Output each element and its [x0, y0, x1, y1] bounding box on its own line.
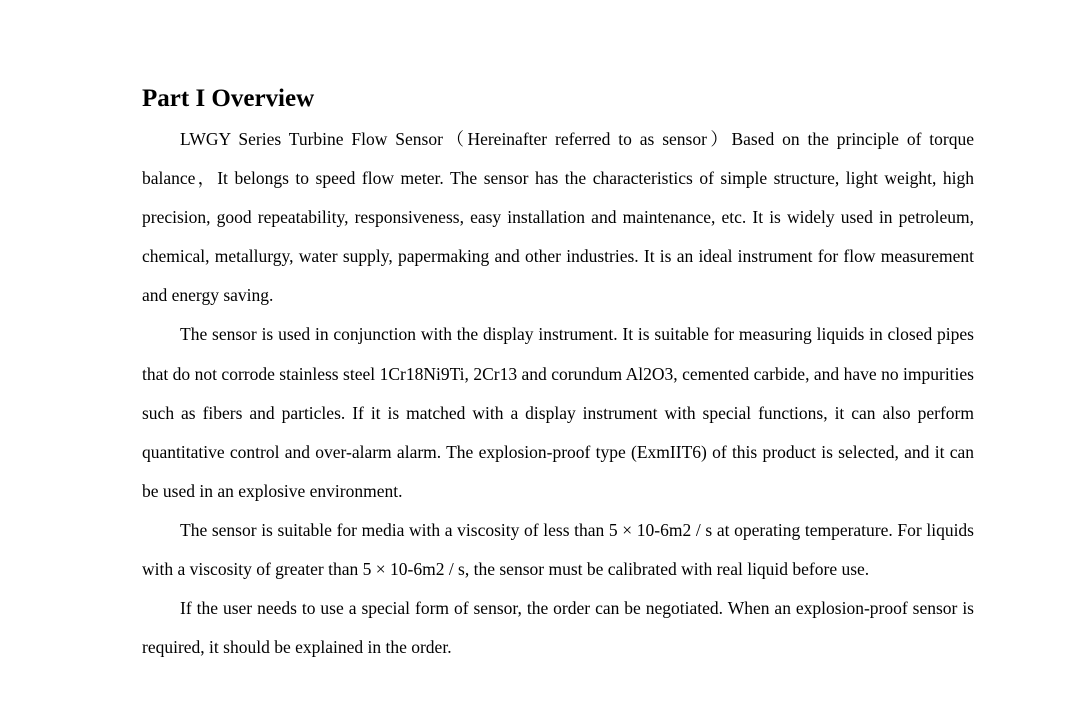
paragraph-viscosity: The sensor is suitable for media with a viscosity of less than 5 × 10-6m2 / s at operating temperature. For liquids with a viscosity of greater than 5 × 10-6m2 / s, the sensor must be calibrated with real liquid before use. — [142, 519, 974, 580]
paragraph-overview: LWGY Series Turbine Flow Sensor（Hereinafter referred to as sensor）Based on the principle of torque balance，It belongs to speed flow meter. The sensor has the characteristics of simple structure, light weight, high precision, good repeatability, responsiveness, easy installation and maintenance, etc. It is widely used in petroleum, chemical, metallurgy, water supply, papermaking and other industries. It is an ideal instrument for flow measurement and energy saving. — [142, 129, 974, 306]
document-body — [142, 120, 974, 667]
paragraph-usage: The sensor is used in conjunction with the display instrument. It is suitable for measuring liquids in closed pipes that do not corrode stainless steel 1Cr18Ni9Ti, 2Cr13 and corundum Al2O3, cemented carbide, and have no impurities such as fibers and particles. If it is matched with a display instrument with special functions, it can also perform quantitative control and over-alarm alarm. The explosion-proof type (ExmIIT6) of this product is selected, and it can be used in an explosive environment. — [142, 324, 974, 501]
section-heading: Part I Overview — [142, 85, 315, 112]
paragraph-special-order: If the user needs to use a special form of sensor, the order can be negotiated. When an explosion-proof sensor is required, it should be explained in the order. — [142, 598, 974, 658]
